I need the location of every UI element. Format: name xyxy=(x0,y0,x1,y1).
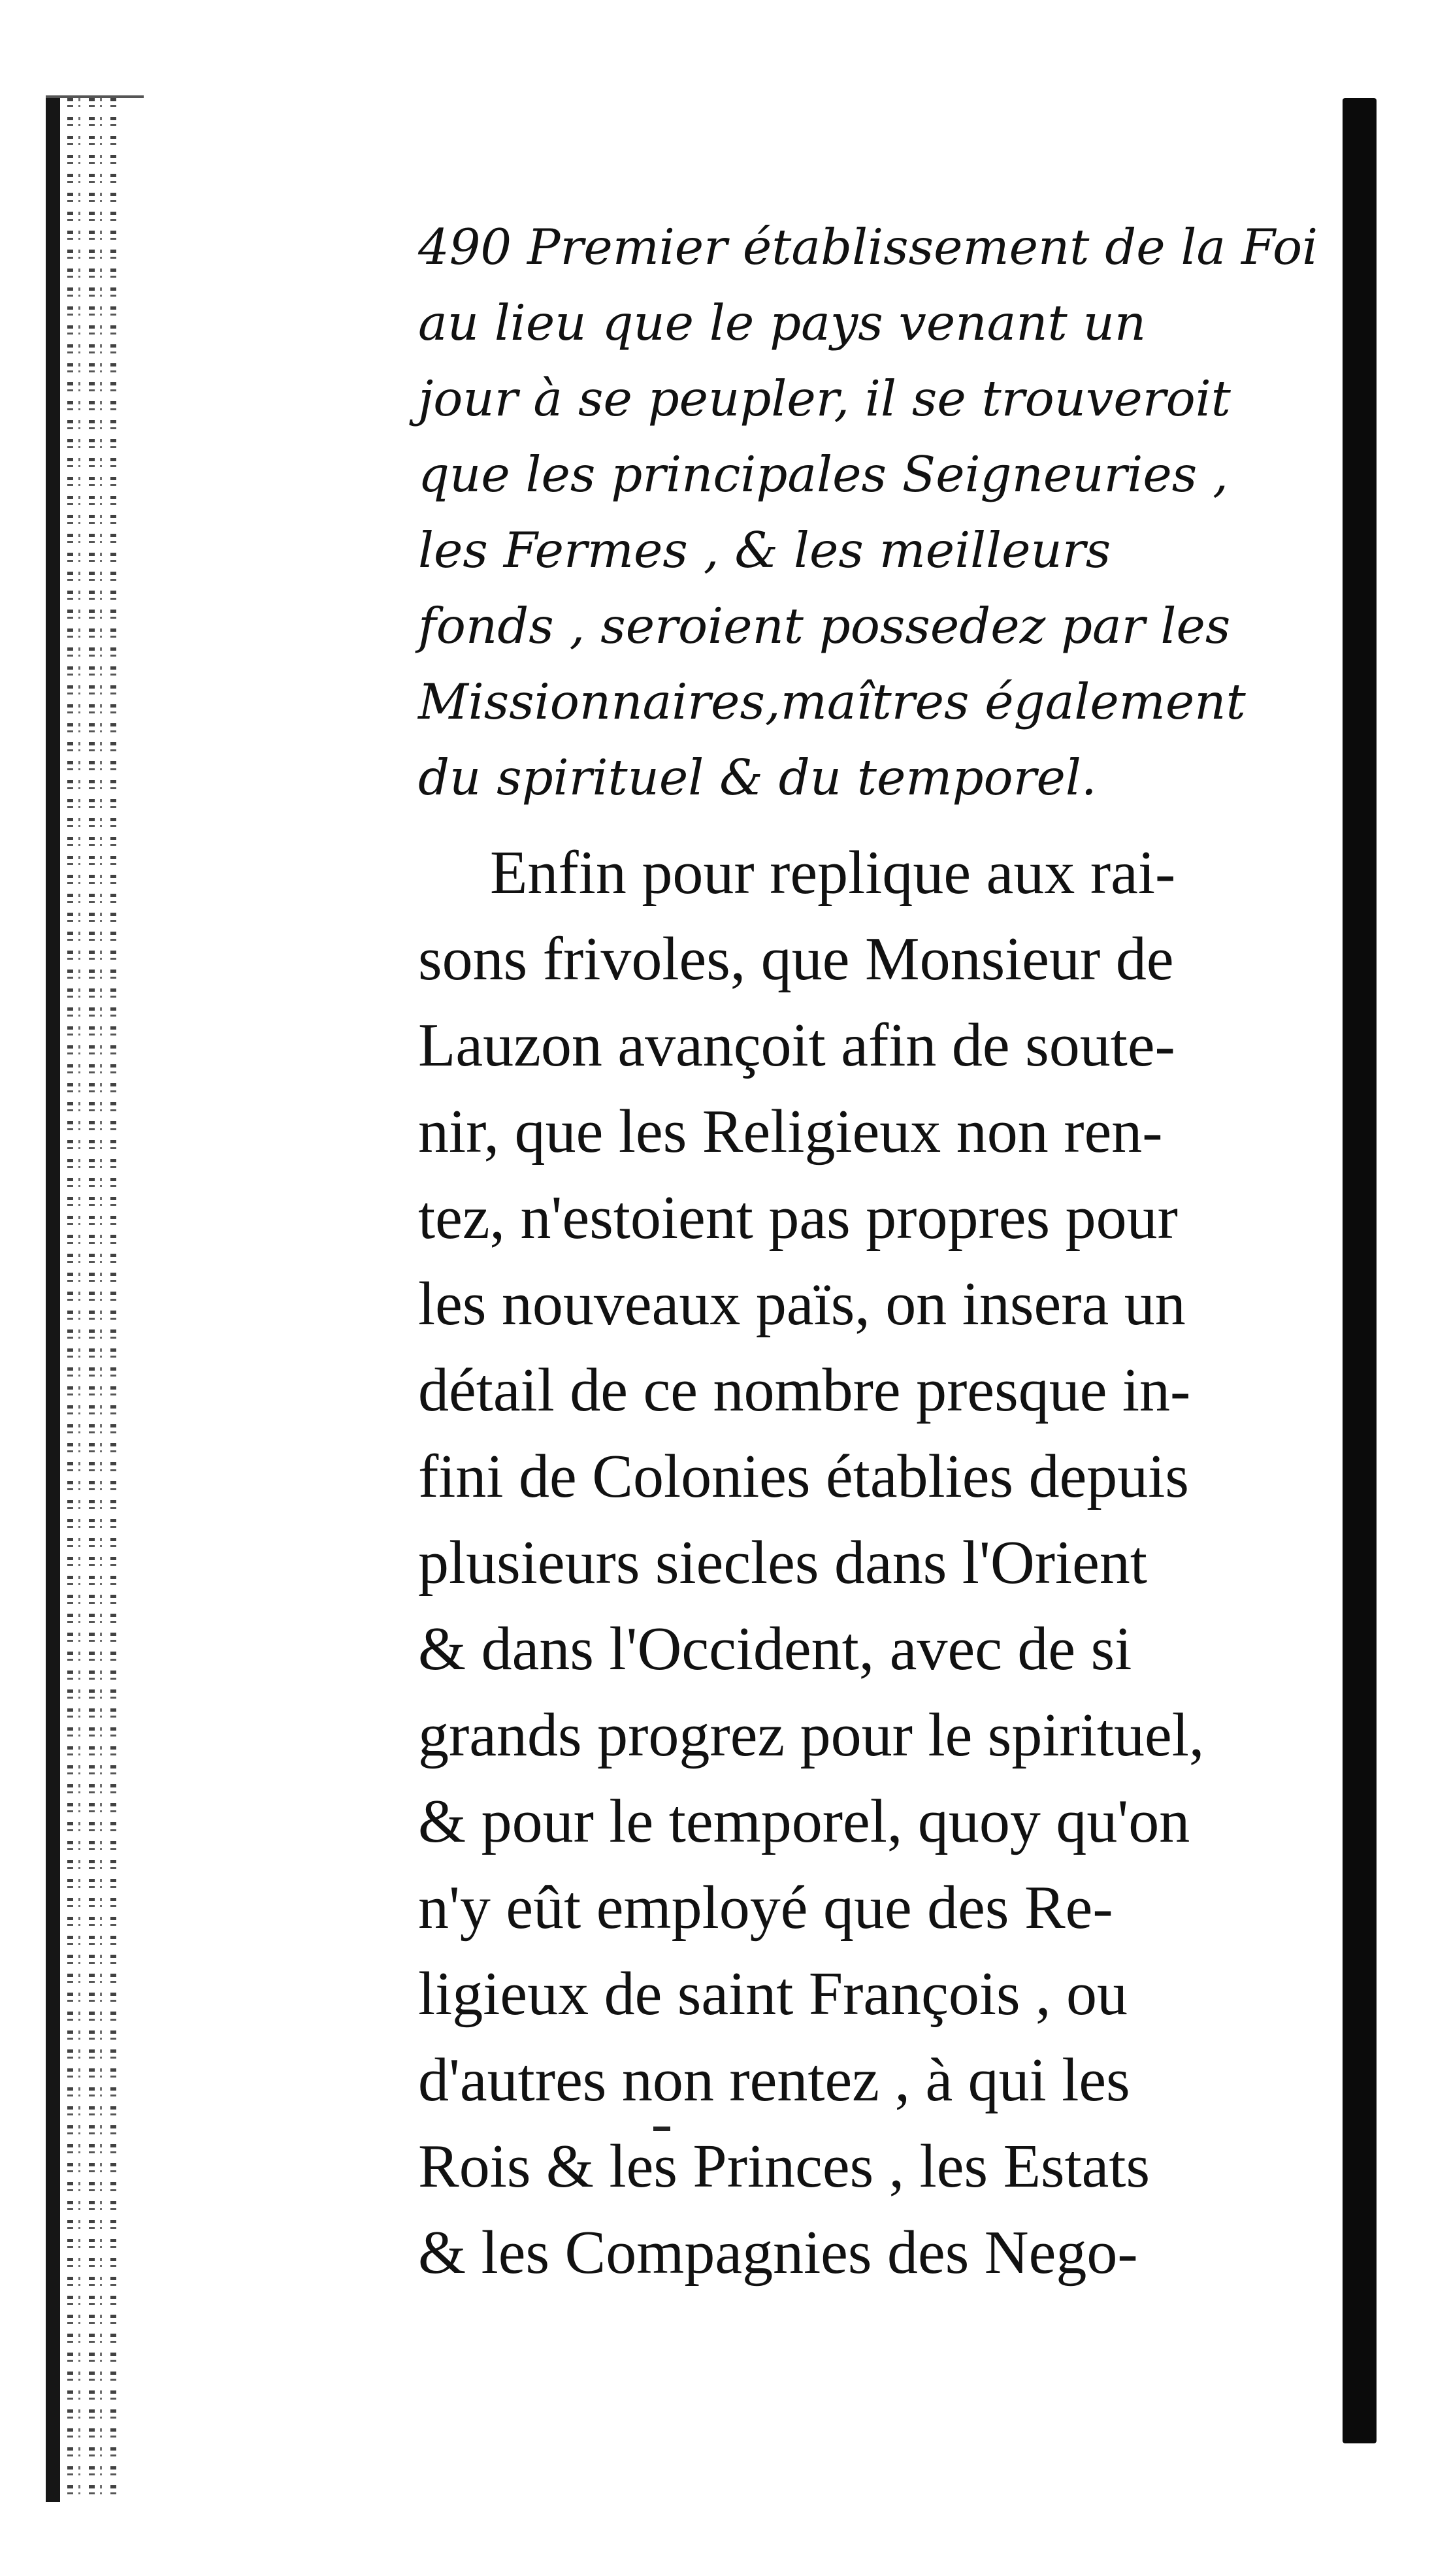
body-line: ligieux de saint François , ou xyxy=(418,1960,1128,2028)
binding-edge xyxy=(46,98,60,2502)
running-head-line xyxy=(418,209,1318,285)
body-line: sons frivoles, que Monsieur de xyxy=(418,925,1174,993)
body-line: Enfin pour replique aux rai- xyxy=(490,839,1176,907)
body-line: & dans l'Occident, avec de si xyxy=(418,1615,1132,1683)
body-line: n'y eût employé que des Re- xyxy=(418,1874,1113,1942)
italic-line: du spirituel & du temporel. xyxy=(418,749,1097,806)
body-line: Lauzon avançoit afin de soute- xyxy=(418,1011,1175,1079)
body-line: & les Compagnies des Nego- xyxy=(418,2219,1138,2287)
italic-line: les Fermes , & les meilleurs xyxy=(418,521,1111,579)
body-line: détail de ce nombre presque in- xyxy=(418,1356,1191,1424)
italic-line: jour à se peupler, il se trouveroit xyxy=(418,370,1231,427)
body-line: & pour le temporel, quoy qu'on xyxy=(418,1787,1190,1855)
page-top-edge xyxy=(46,95,144,98)
body-line: les nouveaux païs, on insera un xyxy=(418,1270,1186,1338)
italic-line: Missionnaires,maîtres également xyxy=(418,673,1246,730)
catchword-mark xyxy=(653,2127,670,2131)
italic-line: fonds , seroient possedez par les xyxy=(418,597,1231,655)
body-line: grands progrez pour le spirituel, xyxy=(418,1701,1205,1769)
body-line: plusieurs siecles dans l'Orient xyxy=(418,1529,1147,1597)
body-line: fini de Colonies établies depuis xyxy=(418,1443,1190,1510)
running-head: Premier établissement de la Foi xyxy=(527,218,1318,276)
text-block xyxy=(418,209,1318,2296)
body-line: Rois & les Princes , les Estats xyxy=(418,2132,1150,2200)
body-line: nir, que les Religieux non ren- xyxy=(418,1098,1163,1166)
body-line: d'autres non rentez , à qui les xyxy=(418,2046,1130,2114)
page-number: 490 xyxy=(418,218,512,276)
italic-line: au lieu que le pays venant un xyxy=(418,294,1147,351)
page-right-edge xyxy=(1343,98,1377,2443)
italic-line: que les principales Seigneuries , xyxy=(418,446,1228,503)
body-line: tez, n'estoient pas propres pour xyxy=(418,1184,1178,1252)
